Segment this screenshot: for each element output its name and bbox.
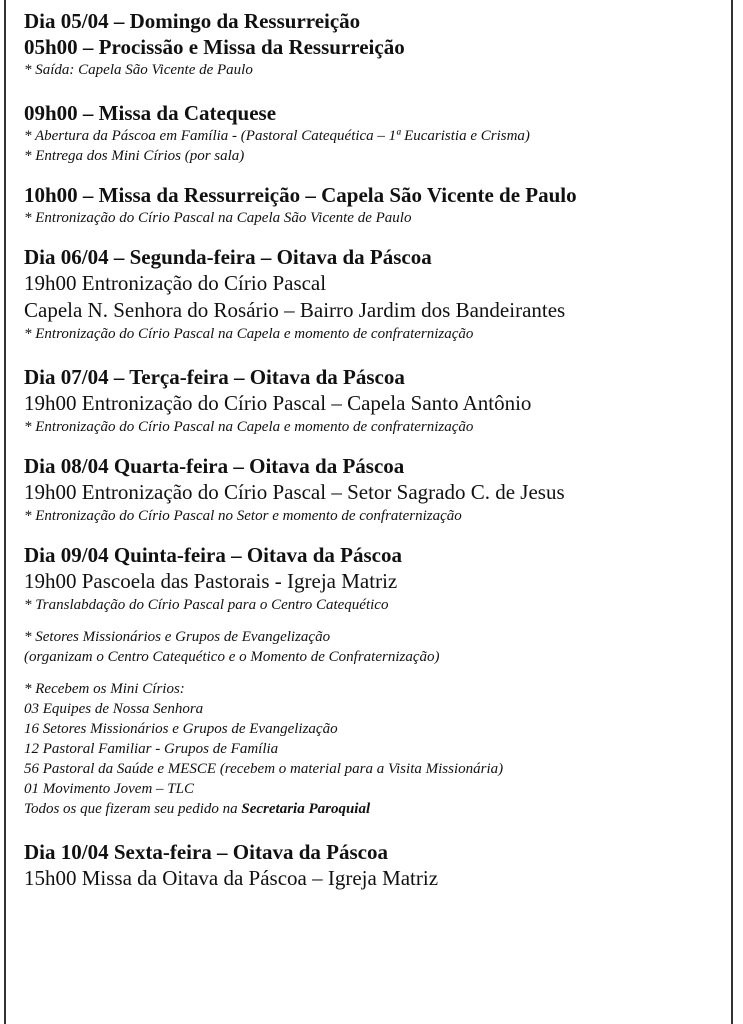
recipient-item: 16 Setores Missionários e Grupos de Evangelização xyxy=(24,721,338,737)
event-note: * Entronização do Círio Pascal no Setor e momento de confraternização xyxy=(24,508,462,524)
day-heading: Dia 05/04 – Domingo da Ressurreição xyxy=(24,9,361,33)
event-note: * Entrega dos Mini Círios (por sala) xyxy=(24,148,245,164)
event-note: (organizam o Centro Catequético e o Momento de Confraternização) xyxy=(24,649,440,665)
event-note: * Saída: Capela São Vicente de Paulo xyxy=(24,62,253,78)
day-heading: Dia 07/04 – Terça-feira – Oitava da Páscoa xyxy=(24,365,405,389)
recipient-item: 12 Pastoral Familiar - Grupos de Família xyxy=(24,741,279,757)
day-08-04 xyxy=(24,453,724,526)
event-title: 09h00 – Missa da Catequese xyxy=(24,101,277,125)
event-title: 05h00 – Procissão e Missa da Ressurreição xyxy=(24,35,405,59)
recipient-item: 56 Pastoral da Saúde e MESCE (recebem o material para a Visita Missionária) xyxy=(24,761,504,777)
day-06-04 xyxy=(24,244,724,344)
event-line: 15h00 Missa da Oitava da Páscoa – Igreja Matriz xyxy=(24,866,439,890)
event-note: * Setores Missionários e Grupos de Evangelização xyxy=(24,629,331,645)
event-note: * Entronização do Círio Pascal na Capela São Vicente de Paulo xyxy=(24,210,412,226)
final-note-prefix: Todos os que fizeram seu pedido na xyxy=(24,801,242,817)
day-07-04 xyxy=(24,364,724,437)
day-09-04 xyxy=(24,542,724,819)
event-line: 19h00 Pascoela das Pastorais - Igreja Matriz xyxy=(24,569,398,593)
day-heading: Dia 10/04 Sexta-feira – Oitava da Páscoa xyxy=(24,840,388,864)
event-note: * Abertura da Páscoa em Família - (Pastoral Catequética – 1ª Eucaristia e Crisma) xyxy=(24,128,530,144)
day-heading: Dia 08/04 Quarta-feira – Oitava da Páscoa xyxy=(24,454,405,478)
event-line: 19h00 Entronização do Círio Pascal – Setor Sagrado C. de Jesus xyxy=(24,480,565,504)
event-line: 19h00 Entronização do Círio Pascal – Capela Santo Antônio xyxy=(24,391,532,415)
event-title: 10h00 – Missa da Ressurreição – Capela São Vicente de Paulo xyxy=(24,183,577,207)
schedule xyxy=(24,8,724,892)
event-note: * Entronização do Círio Pascal na Capela e momento de confraternização xyxy=(24,419,474,435)
event-line: Capela N. Senhora do Rosário – Bairro Jardim dos Bandeirantes xyxy=(24,298,566,322)
recipients-title: * Recebem os Mini Círios: xyxy=(24,681,185,697)
secretaria-paroquial: Secretaria Paroquial xyxy=(241,801,371,817)
event-note: * Translabdação do Círio Pascal para o Centro Catequético xyxy=(24,597,389,613)
final-note xyxy=(24,799,724,819)
recipient-item: 03 Equipes de Nossa Senhora xyxy=(24,701,204,717)
recipient-item: 01 Movimento Jovem – TLC xyxy=(24,781,194,797)
day-heading: Dia 09/04 Quinta-feira – Oitava da Páscoa xyxy=(24,543,402,567)
day-heading: Dia 06/04 – Segunda-feira – Oitava da Páscoa xyxy=(24,245,432,269)
event-line: 19h00 Entronização do Círio Pascal xyxy=(24,271,327,295)
event-note: * Entronização do Círio Pascal na Capela e momento de confraternização xyxy=(24,326,474,342)
day-05-04 xyxy=(24,8,724,228)
day-10-04 xyxy=(24,839,724,892)
